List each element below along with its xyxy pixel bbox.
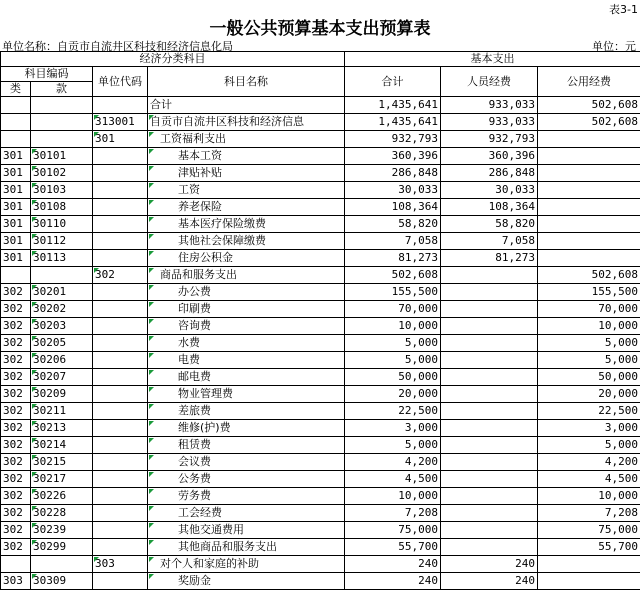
total-cell: 240	[345, 556, 441, 573]
subject-name-cell: 合计	[148, 97, 345, 114]
unit-code-cell: 303	[93, 556, 148, 573]
public-cell: 5,000	[538, 335, 640, 352]
total-cell: 30,033	[345, 182, 441, 199]
table-row	[1, 386, 640, 403]
unit-code-cell	[93, 335, 148, 352]
subject-name-cell: 基本工资	[148, 148, 345, 165]
kuan-cell	[31, 97, 93, 114]
subject-name-cell: 其他商品和服务支出	[148, 539, 345, 556]
subject-name-cell: 会议费	[148, 454, 345, 471]
public-cell	[538, 250, 640, 267]
unit-code-cell	[93, 437, 148, 454]
unit-code-cell	[93, 454, 148, 471]
public-cell: 5,000	[538, 437, 640, 454]
total-cell: 108,364	[345, 199, 441, 216]
unit-code-cell: 302	[93, 267, 148, 284]
table-body	[1, 97, 640, 590]
table-row	[1, 97, 640, 114]
lei-cell	[1, 556, 31, 573]
header-subject-name: 科目名称	[148, 67, 345, 97]
table-row	[1, 505, 640, 522]
lei-cell: 302	[1, 369, 31, 386]
unit-code-cell	[93, 97, 148, 114]
total-cell: 5,000	[345, 352, 441, 369]
kuan-cell: 30205	[31, 335, 93, 352]
kuan-cell	[31, 556, 93, 573]
kuan-cell: 30110	[31, 216, 93, 233]
table-row	[1, 539, 640, 556]
lei-cell: 302	[1, 403, 31, 420]
sheet-number: 表3-1	[609, 1, 638, 17]
table-row	[1, 233, 640, 250]
unit-code-cell	[93, 148, 148, 165]
lei-cell	[1, 131, 31, 148]
total-cell: 1,435,641	[345, 97, 441, 114]
personnel-cell	[441, 454, 538, 471]
table-row	[1, 522, 640, 539]
subject-name-cell: 对个人和家庭的补助	[148, 556, 345, 573]
public-cell	[538, 556, 640, 573]
unit-code-cell	[93, 233, 148, 250]
currency-unit: 单位：元	[592, 38, 636, 54]
subject-name-cell: 公务费	[148, 471, 345, 488]
total-cell: 240	[345, 573, 441, 590]
kuan-cell: 30206	[31, 352, 93, 369]
subject-name-cell: 劳务费	[148, 488, 345, 505]
subject-name-cell: 邮电费	[148, 369, 345, 386]
personnel-cell	[441, 369, 538, 386]
subject-name-cell: 住房公积金	[148, 250, 345, 267]
total-cell: 10,000	[345, 488, 441, 505]
subject-name-cell: 工资	[148, 182, 345, 199]
public-cell: 22,500	[538, 403, 640, 420]
table-row	[1, 369, 640, 386]
subject-name-cell: 物业管理费	[148, 386, 345, 403]
page-title: 一般公共预算基本支出预算表	[0, 14, 640, 39]
kuan-cell: 30239	[31, 522, 93, 539]
kuan-cell: 30203	[31, 318, 93, 335]
table-row	[1, 573, 640, 590]
public-cell: 10,000	[538, 488, 640, 505]
table-row	[1, 199, 640, 216]
kuan-cell: 30102	[31, 165, 93, 182]
kuan-cell: 30202	[31, 301, 93, 318]
unit-name: 单位名称：自贡市自流井区科技和经济信息化局	[2, 38, 233, 54]
personnel-cell	[441, 284, 538, 301]
table-row	[1, 556, 640, 573]
lei-cell: 302	[1, 437, 31, 454]
subject-name-cell: 其他社会保障缴费	[148, 233, 345, 250]
public-cell: 75,000	[538, 522, 640, 539]
unit-code-cell	[93, 539, 148, 556]
personnel-cell	[441, 539, 538, 556]
subject-name-cell: 奖励金	[148, 573, 345, 590]
personnel-cell: 81,273	[441, 250, 538, 267]
public-cell: 20,000	[538, 386, 640, 403]
subject-name-cell: 基本医疗保险缴费	[148, 216, 345, 233]
unit-code-cell	[93, 301, 148, 318]
unit-code-cell	[93, 352, 148, 369]
header-lei: 类	[1, 82, 31, 97]
total-cell: 10,000	[345, 318, 441, 335]
lei-cell: 302	[1, 335, 31, 352]
subject-name-cell: 其他交通费用	[148, 522, 345, 539]
header-kuan: 款	[31, 82, 93, 97]
public-cell	[538, 233, 640, 250]
public-cell: 502,608	[538, 267, 640, 284]
header-total: 合计	[345, 67, 441, 97]
personnel-cell: 360,396	[441, 148, 538, 165]
table-row	[1, 284, 640, 301]
unit-code-cell	[93, 250, 148, 267]
total-cell: 55,700	[345, 539, 441, 556]
public-cell	[538, 573, 640, 590]
unit-code-cell	[93, 216, 148, 233]
table-row	[1, 165, 640, 182]
subject-name-cell: 津贴补贴	[148, 165, 345, 182]
public-cell: 55,700	[538, 539, 640, 556]
lei-cell: 303	[1, 573, 31, 590]
personnel-cell	[441, 301, 538, 318]
table-row	[1, 148, 640, 165]
table-row	[1, 318, 640, 335]
unit-code-cell	[93, 505, 148, 522]
subject-name-cell: 商品和服务支出	[148, 267, 345, 284]
kuan-cell: 30309	[31, 573, 93, 590]
unit-code-cell	[93, 573, 148, 590]
personnel-cell: 58,820	[441, 216, 538, 233]
unit-code-cell	[93, 420, 148, 437]
subject-name-cell: 办公费	[148, 284, 345, 301]
public-cell	[538, 182, 640, 199]
header-public: 公用经费	[538, 67, 640, 97]
subject-name-cell: 工会经费	[148, 505, 345, 522]
lei-cell: 301	[1, 148, 31, 165]
lei-cell: 302	[1, 352, 31, 369]
lei-cell: 302	[1, 454, 31, 471]
table-row	[1, 216, 640, 233]
subject-name-cell: 电费	[148, 352, 345, 369]
total-cell: 75,000	[345, 522, 441, 539]
lei-cell: 302	[1, 284, 31, 301]
unit-code-cell	[93, 165, 148, 182]
subject-name-cell: 水费	[148, 335, 345, 352]
kuan-cell	[31, 267, 93, 284]
kuan-cell: 30103	[31, 182, 93, 199]
kuan-cell: 30209	[31, 386, 93, 403]
header-basic-expense: 基本支出	[345, 52, 640, 67]
lei-cell: 301	[1, 182, 31, 199]
table-row	[1, 182, 640, 199]
table-row	[1, 301, 640, 318]
unit-code-cell	[93, 386, 148, 403]
unit-code-cell	[93, 369, 148, 386]
kuan-cell: 30213	[31, 420, 93, 437]
kuan-cell: 30299	[31, 539, 93, 556]
personnel-cell	[441, 420, 538, 437]
total-cell: 5,000	[345, 437, 441, 454]
lei-cell: 302	[1, 471, 31, 488]
table-row	[1, 267, 640, 284]
total-cell: 932,793	[345, 131, 441, 148]
public-cell: 4,500	[538, 471, 640, 488]
header-personnel: 人员经费	[441, 67, 538, 97]
kuan-cell: 30228	[31, 505, 93, 522]
personnel-cell	[441, 318, 538, 335]
kuan-cell: 30226	[31, 488, 93, 505]
personnel-cell	[441, 267, 538, 284]
lei-cell	[1, 267, 31, 284]
public-cell: 3,000	[538, 420, 640, 437]
total-cell: 20,000	[345, 386, 441, 403]
total-cell: 360,396	[345, 148, 441, 165]
total-cell: 58,820	[345, 216, 441, 233]
unit-code-cell	[93, 284, 148, 301]
public-cell	[538, 131, 640, 148]
kuan-cell: 30217	[31, 471, 93, 488]
unit-code-cell	[93, 471, 148, 488]
kuan-cell: 30214	[31, 437, 93, 454]
table-row	[1, 131, 640, 148]
public-cell: 5,000	[538, 352, 640, 369]
personnel-cell: 933,033	[441, 97, 538, 114]
table-row	[1, 403, 640, 420]
personnel-cell	[441, 335, 538, 352]
unit-code-cell	[93, 403, 148, 420]
lei-cell: 302	[1, 539, 31, 556]
total-cell: 7,208	[345, 505, 441, 522]
subject-name-cell: 租赁费	[148, 437, 345, 454]
total-cell: 286,848	[345, 165, 441, 182]
table-row	[1, 420, 640, 437]
table-row	[1, 454, 640, 471]
public-cell	[538, 148, 640, 165]
personnel-cell	[441, 352, 538, 369]
subject-name-cell: 工资福利支出	[148, 131, 345, 148]
lei-cell: 301	[1, 165, 31, 182]
kuan-cell: 30211	[31, 403, 93, 420]
lei-cell: 302	[1, 318, 31, 335]
lei-cell: 302	[1, 420, 31, 437]
kuan-cell: 30207	[31, 369, 93, 386]
table-row	[1, 471, 640, 488]
header-econ-class: 经济分类科目	[1, 52, 345, 67]
kuan-cell: 30113	[31, 250, 93, 267]
total-cell: 81,273	[345, 250, 441, 267]
personnel-cell: 932,793	[441, 131, 538, 148]
unit-code-cell	[93, 199, 148, 216]
personnel-cell	[441, 403, 538, 420]
lei-cell: 302	[1, 522, 31, 539]
subject-name-cell: 养老保险	[148, 199, 345, 216]
total-cell: 22,500	[345, 403, 441, 420]
public-cell: 10,000	[538, 318, 640, 335]
subject-name-cell: 维修(护)费	[148, 420, 345, 437]
lei-cell	[1, 114, 31, 131]
personnel-cell	[441, 488, 538, 505]
total-cell: 70,000	[345, 301, 441, 318]
total-cell: 502,608	[345, 267, 441, 284]
personnel-cell	[441, 386, 538, 403]
unit-code-cell: 301	[93, 131, 148, 148]
personnel-cell	[441, 505, 538, 522]
public-cell: 155,500	[538, 284, 640, 301]
budget-table	[0, 51, 640, 590]
lei-cell: 301	[1, 233, 31, 250]
personnel-cell	[441, 522, 538, 539]
total-cell: 3,000	[345, 420, 441, 437]
kuan-cell	[31, 114, 93, 131]
public-cell: 50,000	[538, 369, 640, 386]
table-row	[1, 250, 640, 267]
personnel-cell: 30,033	[441, 182, 538, 199]
lei-cell: 302	[1, 386, 31, 403]
public-cell: 7,208	[538, 505, 640, 522]
table-row	[1, 488, 640, 505]
personnel-cell: 108,364	[441, 199, 538, 216]
public-cell	[538, 165, 640, 182]
lei-cell: 302	[1, 505, 31, 522]
kuan-cell: 30112	[31, 233, 93, 250]
kuan-cell: 30215	[31, 454, 93, 471]
subject-name-cell: 咨询费	[148, 318, 345, 335]
subject-name-cell: 印刷费	[148, 301, 345, 318]
personnel-cell: 240	[441, 556, 538, 573]
public-cell: 502,608	[538, 97, 640, 114]
total-cell: 4,500	[345, 471, 441, 488]
total-cell: 1,435,641	[345, 114, 441, 131]
lei-cell: 302	[1, 301, 31, 318]
total-cell: 7,058	[345, 233, 441, 250]
total-cell: 5,000	[345, 335, 441, 352]
personnel-cell: 286,848	[441, 165, 538, 182]
table-row	[1, 335, 640, 352]
unit-code-cell	[93, 318, 148, 335]
public-cell: 4,200	[538, 454, 640, 471]
kuan-cell: 30108	[31, 199, 93, 216]
kuan-cell: 30201	[31, 284, 93, 301]
subject-name-cell: 差旅费	[148, 403, 345, 420]
personnel-cell	[441, 437, 538, 454]
table-row	[1, 114, 640, 131]
total-cell: 50,000	[345, 369, 441, 386]
personnel-cell: 7,058	[441, 233, 538, 250]
lei-cell: 302	[1, 488, 31, 505]
table-row	[1, 437, 640, 454]
public-cell	[538, 216, 640, 233]
personnel-cell: 933,033	[441, 114, 538, 131]
lei-cell	[1, 97, 31, 114]
personnel-cell: 240	[441, 573, 538, 590]
kuan-cell: 30101	[31, 148, 93, 165]
unit-code-cell	[93, 182, 148, 199]
unit-code-cell: 313001	[93, 114, 148, 131]
lei-cell: 301	[1, 250, 31, 267]
lei-cell: 301	[1, 216, 31, 233]
unit-code-cell	[93, 522, 148, 539]
lei-cell: 301	[1, 199, 31, 216]
table-row	[1, 352, 640, 369]
public-cell: 502,608	[538, 114, 640, 131]
subject-name-cell: 自贡市自流井区科技和经济信息	[148, 114, 345, 131]
public-cell: 70,000	[538, 301, 640, 318]
kuan-cell	[31, 131, 93, 148]
total-cell: 155,500	[345, 284, 441, 301]
personnel-cell	[441, 471, 538, 488]
header-unit-code: 单位代码	[93, 67, 148, 97]
public-cell	[538, 199, 640, 216]
total-cell: 4,200	[345, 454, 441, 471]
unit-code-cell	[93, 488, 148, 505]
header-subject-code: 科目编码	[1, 67, 93, 82]
